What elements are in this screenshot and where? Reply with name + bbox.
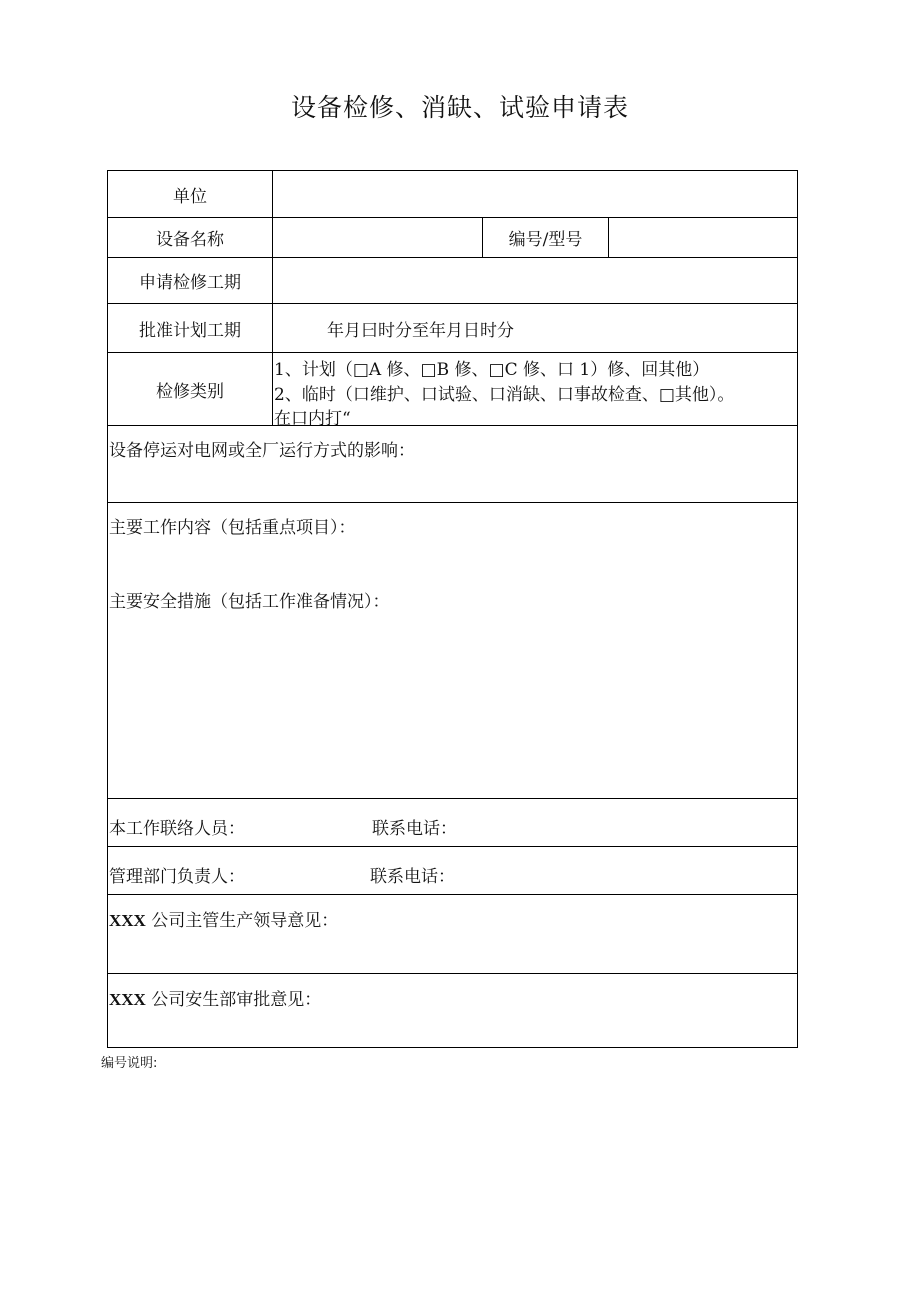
row-equipment bbox=[108, 218, 797, 258]
footer-note: 编号说明: bbox=[101, 1056, 158, 1071]
approved-period-value[interactable]: 年月曰时分至年月日时分 bbox=[327, 320, 514, 341]
unit-label: 单位 bbox=[108, 171, 273, 217]
contact-phone-label: 联系电话： bbox=[372, 819, 457, 839]
row-leader-opinion bbox=[108, 895, 797, 974]
category-planned-options[interactable]: 1、计划（□A 修、□B 修、□C 修、口 1）修、回其他） bbox=[274, 360, 710, 380]
company-prefix: XXX bbox=[109, 911, 146, 930]
row-impact bbox=[108, 426, 797, 503]
category-label: 检修类别 bbox=[108, 353, 273, 425]
code-model-field[interactable] bbox=[608, 218, 797, 257]
equipment-name-label: 设备名称 bbox=[108, 218, 273, 257]
row-contact bbox=[108, 799, 797, 847]
work-content-label: 主要工作内容（包括重点项目）： bbox=[109, 518, 356, 538]
safety-dept-opinion-text: 公司安生部审批意见： bbox=[151, 990, 322, 1010]
row-category bbox=[108, 353, 797, 429]
manager-phone-label: 联系电话： bbox=[370, 867, 455, 887]
row-apply-period bbox=[108, 258, 797, 304]
company-prefix: XXX bbox=[109, 990, 146, 1009]
page-title: 设备检修、消缺、试验申请表 bbox=[290, 93, 629, 122]
apply-period-label: 申请检修工期 bbox=[108, 258, 273, 303]
unit-field[interactable] bbox=[273, 171, 797, 217]
impact-label: 设备停运对电网或全厂运行方式的影响： bbox=[109, 441, 415, 461]
approved-period-label: 批准计划工期 bbox=[108, 304, 273, 352]
row-work-content bbox=[108, 503, 797, 799]
equipment-name-field[interactable] bbox=[273, 218, 482, 257]
leader-opinion-label bbox=[109, 906, 338, 931]
safety-measures-label: 主要安全措施（包括工作准备情况）： bbox=[109, 592, 390, 612]
contact-person-label: 本工作联络人员： bbox=[109, 819, 245, 839]
row-safety-dept-opinion bbox=[108, 974, 797, 1047]
application-form-table bbox=[107, 170, 798, 1048]
category-temporary-options[interactable]: 2、临时（口维护、口试验、口消缺、口事故检查、□其他）。 bbox=[274, 385, 735, 405]
category-instruction: 在口内打“ bbox=[274, 409, 351, 429]
apply-period-field[interactable] bbox=[273, 258, 797, 303]
row-unit bbox=[108, 171, 797, 218]
safety-dept-opinion-label bbox=[109, 985, 321, 1010]
manager-label: 管理部门负责人： bbox=[109, 867, 245, 887]
row-approved-period bbox=[108, 304, 797, 353]
code-model-label: 编号/型号 bbox=[482, 218, 608, 257]
leader-opinion-text: 公司主管生产领导意见： bbox=[151, 911, 339, 931]
row-manager bbox=[108, 847, 797, 895]
